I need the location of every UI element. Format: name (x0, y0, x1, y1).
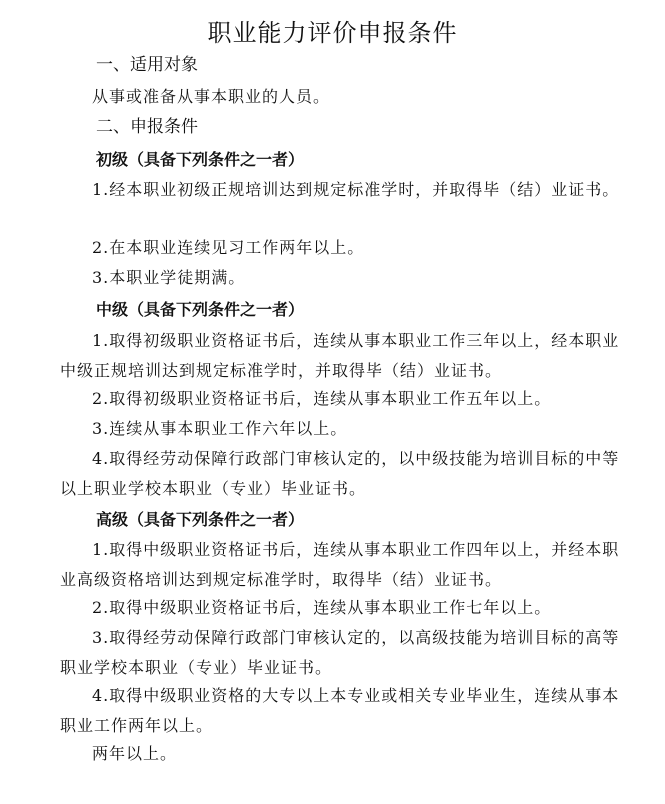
intermediate-item-3: 3.连续从事本职业工作六年以上。 (92, 419, 348, 438)
senior-trailing-text: 两年以上。 (92, 744, 178, 763)
junior-item-3: 3.本职业学徒期满。 (92, 268, 246, 287)
senior-item-1: 1.取得中级职业资格证书后，连续从事本职业工作四年以上，并经本职业高级资格培训达到规定标准学时，取得毕（结）业证书。 (60, 540, 620, 589)
level-heading-senior: 高级（具备下列条件之一者） (96, 510, 305, 529)
page-title: 职业能力评价申报条件 (207, 19, 458, 47)
senior-item-3: 3.取得经劳动保障行政部门审核认定的，以高级技能为培训目标的高等职业学校本职业（专业）毕业证书。 (60, 628, 620, 677)
section-heading-applicable: 一、适用对象 (96, 55, 198, 75)
junior-item-1: 1.经本职业初级正规培训达到规定标准学时，并取得毕（结）业证书。 (92, 180, 620, 199)
intermediate-item-1: 1.取得初级职业资格证书后，连续从事本职业工作三年以上，经本职业中级正规培训达到规定标准学时，并取得毕（结）业证书。 (60, 331, 620, 380)
section-heading-conditions: 二、申报条件 (96, 117, 198, 137)
level-heading-junior: 初级（具备下列条件之一者） (96, 150, 305, 169)
level-heading-intermediate: 中级（具备下列条件之一者） (96, 300, 305, 319)
applicable-text: 从事或准备从事本职业的人员。 (92, 87, 331, 106)
junior-item-2: 2.在本职业连续见习工作两年以上。 (92, 238, 365, 257)
intermediate-item-2: 2.取得初级职业资格证书后，连续从事本职业工作五年以上。 (92, 389, 552, 408)
senior-item-4: 4.取得中级职业资格的大专以上本专业或相关专业毕业生，连续从事本职业工作两年以上。 (60, 686, 620, 735)
senior-item-2: 2.取得中级职业资格证书后，连续从事本职业工作七年以上。 (92, 598, 552, 617)
intermediate-item-4: 4.取得经劳动保障行政部门审核认定的，以中级技能为培训目标的中等以上职业学校本职业（专业）毕业证书。 (60, 449, 620, 498)
